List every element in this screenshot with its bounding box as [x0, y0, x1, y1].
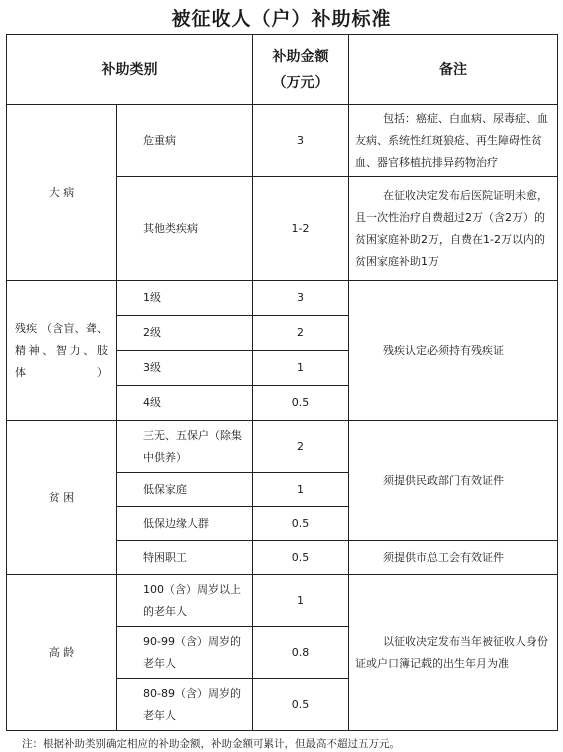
amount: 2	[253, 421, 349, 473]
sub-category: 三无、五保户（除集中供养）	[117, 421, 253, 473]
amount: 3	[253, 105, 349, 177]
sub-category: 低保边缘人群	[117, 507, 253, 541]
group-elderly: 高 龄	[7, 575, 117, 731]
group-illness: 大 病	[7, 105, 117, 281]
amount: 0.5	[253, 679, 349, 731]
sub-category: 特困职工	[117, 541, 253, 575]
footnote: 注：根据补助类别确定相应的补助金额，补助金额可累计，但最高不超过五万元。	[22, 738, 400, 750]
sub-category: 危重病	[117, 105, 253, 177]
sub-category: 2级	[117, 316, 253, 351]
remark: 以征收决定发布当年被征收人身份证或户口簿记载的出生年月为准	[349, 575, 558, 731]
amount: 0.5	[253, 386, 349, 421]
remark: 须提供市总工会有效证件	[349, 541, 558, 575]
table-row	[7, 421, 558, 473]
amount: 1-2	[253, 177, 349, 281]
header-category: 补助类别	[7, 35, 253, 105]
remark: 在征收决定发布后医院证明未愈，且一次性治疗自费超过2万（含2万）的贫困家庭补助2万，自费在1-2万以内的贫困家庭补助1万	[349, 177, 558, 281]
subsidy-standard-table	[6, 34, 558, 731]
sub-category: 其他类疾病	[117, 177, 253, 281]
table-header-row	[7, 35, 558, 105]
remark: 残疾认定必须持有残疾证	[349, 281, 558, 421]
sub-category: 90-99（含）周岁的老年人	[117, 627, 253, 679]
amount: 1	[253, 351, 349, 386]
amount: 0.5	[253, 507, 349, 541]
document-title: 被征收人（户）补助标准	[171, 8, 392, 30]
table-row	[7, 281, 558, 316]
amount: 3	[253, 281, 349, 316]
sub-category: 100（含）周岁以上的老年人	[117, 575, 253, 627]
sub-category: 3级	[117, 351, 253, 386]
sub-category: 低保家庭	[117, 473, 253, 507]
group-poverty: 贫 困	[7, 421, 117, 575]
amount: 1	[253, 575, 349, 627]
remark: 须提供民政部门有效证件	[349, 421, 558, 541]
table-row	[7, 575, 558, 627]
sub-category: 4级	[117, 386, 253, 421]
remark: 包括：癌症、白血病、尿毒症、血友病、系统性红斑狼疮、再生障碍性贫血、器官移植抗排异药物治疗	[349, 105, 558, 177]
table-row	[7, 105, 558, 177]
header-amount-line2: （万元）	[272, 74, 329, 91]
sub-category: 80-89（含）周岁的老年人	[117, 679, 253, 731]
header-amount-line1: 补助金额	[272, 48, 329, 65]
amount: 0.8	[253, 627, 349, 679]
amount: 0.5	[253, 541, 349, 575]
sub-category: 1级	[117, 281, 253, 316]
header-remarks: 备注	[349, 35, 558, 105]
amount: 2	[253, 316, 349, 351]
group-disability: 残疾 （含盲、聋、精神、智力、肢体）	[7, 281, 117, 421]
header-amount	[253, 35, 349, 105]
amount: 1	[253, 473, 349, 507]
